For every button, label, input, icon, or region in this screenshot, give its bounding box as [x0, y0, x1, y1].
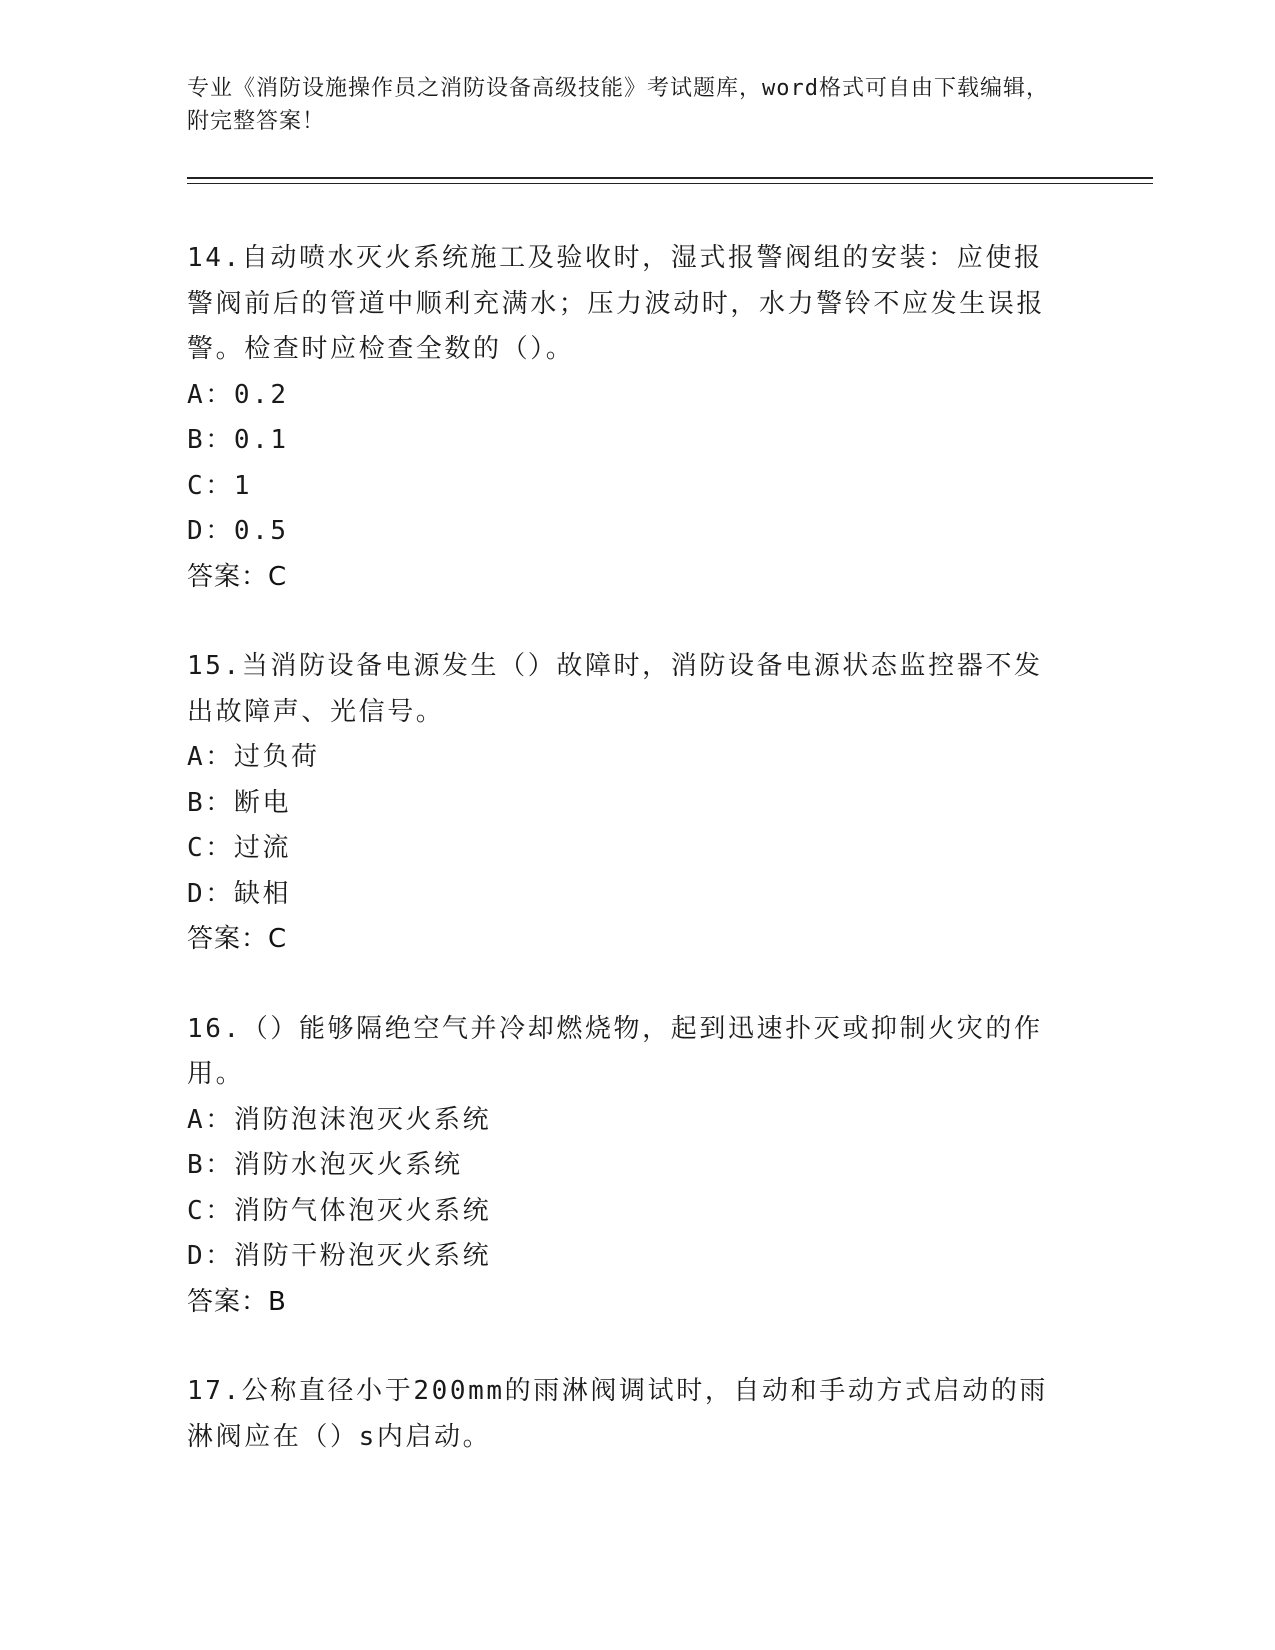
- question-list: [187, 236, 1067, 1504]
- option-d: D：消防干粉泡灭火系统: [187, 1241, 492, 1271]
- option-c: C：1: [187, 470, 253, 501]
- option-d: D：缺相: [187, 878, 292, 909]
- option-a: A：0.2: [187, 379, 289, 410]
- option-b: B：消防水泡灭火系统: [187, 1150, 463, 1180]
- question-14: [187, 236, 1067, 600]
- document-header: 专业《消防设施操作员之消防设备高级技能》考试题库，word格式可自由下载编辑，附完整答案！: [187, 76, 1049, 134]
- header-divider-thick: [187, 177, 1153, 179]
- question-stem: 17.公称直径小于200mm的雨淋阀调试时，自动和手动方式启动的雨淋阀应在（）s内启动。: [187, 1376, 1049, 1452]
- header-divider-thin: [187, 183, 1153, 184]
- question-stem: 15.当消防设备电源发生（）故障时，消防设备电源状态监控器不发出故障声、光信号。: [187, 651, 1043, 727]
- question-16: [187, 1007, 1067, 1326]
- option-a: A：消防泡沫泡灭火系统: [187, 1104, 492, 1135]
- answer-line: 答案：B: [187, 1286, 287, 1317]
- question-stem: 16.（）能够隔绝空气并冷却燃烧物，起到迅速扑灭或抑制火灾的作用。: [187, 1013, 1043, 1089]
- option-b: B：断电: [187, 787, 292, 818]
- option-b: B：0.1: [187, 425, 289, 455]
- option-d: D：0.5: [187, 516, 289, 546]
- option-c: C：过流: [187, 833, 292, 863]
- question-stem: 14.自动喷水灭火系统施工及验收时，湿式报警阀组的安装：应使报警阀前后的管道中顺利充满水；压力波动时，水力警铃不应发生误报警。检查时应检查全数的（）。: [187, 243, 1046, 364]
- option-a: A：过负荷: [187, 742, 320, 772]
- question-17: [187, 1369, 1067, 1460]
- question-15: [187, 644, 1067, 963]
- answer-line: 答案：C: [187, 561, 288, 592]
- option-c: C：消防气体泡灭火系统: [187, 1195, 492, 1226]
- answer-line: 答案：C: [187, 924, 288, 954]
